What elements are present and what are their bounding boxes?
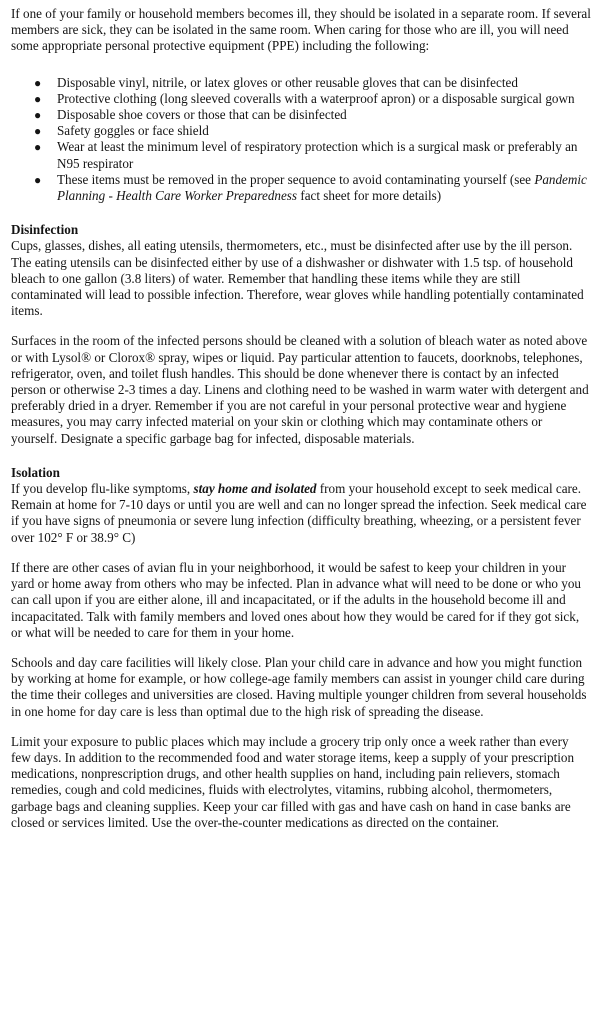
isolation-paragraph-4: Limit your exposure to public places which may include a grocery trip only once a week rather than every few days. In addition to the recommended food and water storage items, keep a supply of your prescription medications, nonprescription drugs, and other health supplies on hand, including pain relievers, stomach remedies, cough and cold medicines, fluids with electrolytes, vitamins, rubbing alcohol, thermometers, garbage bags and cleaning supplies. Keep your car filled with gas and have cash on hand in case banks are closed or services limited. Use the over-the-counter medications as directed on the container. (11, 733, 575, 830)
ppe-item-text: Disposable vinyl, nitrile, or latex gloves or other reusable gloves that can be disinfected (57, 74, 518, 90)
ppe-item-text: Wear at least the minimum level of respiratory protection which is a surgical mask or preferably an N95 respirator (57, 139, 578, 171)
ppe-list (11, 75, 591, 205)
bullet-icon: ● (34, 75, 42, 90)
bullet-icon: ● (34, 172, 42, 187)
isolation-p1-after: from your household except to seek medical care. Remain at home for 7-10 days or until you are well and can no longer spread the infection. Seek medical care if you have signs of pneumonia or severe lung infection (difficulty breathing, wheezing, or a persistent fever over 102° F or 38.9° C) (11, 481, 587, 545)
disinfection-paragraph-2: Surfaces in the room of the infected persons should be cleaned with a solution of bleach water as noted above or with Lysol® or Clorox® spray, wipes or liquid. Pay particular attention to faucets, doorknobs, telephones, refrigerator, oven, and toilet flush handles. This should be done whenever there is contact by an infected person or otherwise 2-3 times a day. Linens and clothing need to be washed in warm water with detergent and preferably dried in a dryer. Remember if you are not careful in your personal protective wear and hygiene measures, you may carry infected material on your skin or clothing which may contaminate others or yourself. Designate a specific garbage bag for infected, disposable materials. (11, 333, 589, 446)
ppe-item-text: Disposable shoe covers or those that can be disinfected (57, 107, 347, 123)
list-item (11, 91, 591, 107)
isolation-heading: Isolation (11, 464, 60, 480)
list-item (11, 123, 591, 139)
list-item (11, 172, 591, 204)
isolation-paragraph-1 (11, 481, 591, 546)
fact-sheet-reference: Pandemic Planning - Health Care Worker Preparedness (57, 171, 587, 204)
stay-home-emphasis: stay home and isolated (193, 481, 317, 497)
disinfection-paragraph-1: Cups, glasses, dishes, all eating utensils, thermometers, etc., must be disinfected after use by the ill person. The eating utensils can be disinfected either by use of a dishwasher or dishwater with 1.5 tsp. of household bleach to one gallon (3.8 liters) of water. Remember that handling these items while they are still contaminated will lead to possible infection. Therefore, wear gloves while handling potentially contaminated items. (11, 238, 584, 319)
ppe-item-text: Protective clothing (long sleeved coveralls with a waterproof apron) or a disposable surgical gown (57, 90, 575, 106)
list-item (11, 75, 591, 91)
isolation-p1-before: If you develop flu-like symptoms, (11, 481, 194, 497)
isolation-paragraph-3: Schools and day care facilities will likely close. Plan your child care in advance and how you might function by working at home for example, or how college-age family members can assist in younger child care during the time their colleges and universities are closed. Having multiple younger children from several households in one home for day care is less than optimal due to the high risk of spreading the disease. (11, 654, 587, 719)
disinfection-heading: Disinfection (11, 222, 79, 238)
list-item (11, 139, 591, 171)
bullet-icon: ● (34, 124, 42, 139)
bullet-icon: ● (34, 91, 42, 106)
intro-paragraph: If one of your family or household members becomes ill, they should be isolated in a separate room. If several members are sick, they can be isolated in the same room. When caring for those who are ill, you will need some appropriate personal protective equipment (PPE) including the following: (11, 6, 591, 54)
list-item (11, 107, 591, 123)
bullet-icon: ● (34, 140, 42, 155)
bullet-icon: ● (34, 108, 42, 123)
ppe-item-text: These items must be removed in the proper sequence to avoid contaminating yourself (see (57, 171, 535, 187)
isolation-paragraph-2: If there are other cases of avian flu in your neighborhood, it would be safest to keep your children in your yard or home away from others who may be infected. Plan in advance what will need to be done or who you can call upon if you are either alone, ill and incapacitated, or if the adults in the household become ill and incapacitated. Talk with family members and loved ones about how they would be cared for if they got sick, or what will be needed to care for them in your home. (11, 559, 581, 640)
ppe-item-text: Safety goggles or face shield (57, 123, 209, 139)
ppe-item-text-after: fact sheet for more details) (297, 188, 442, 204)
